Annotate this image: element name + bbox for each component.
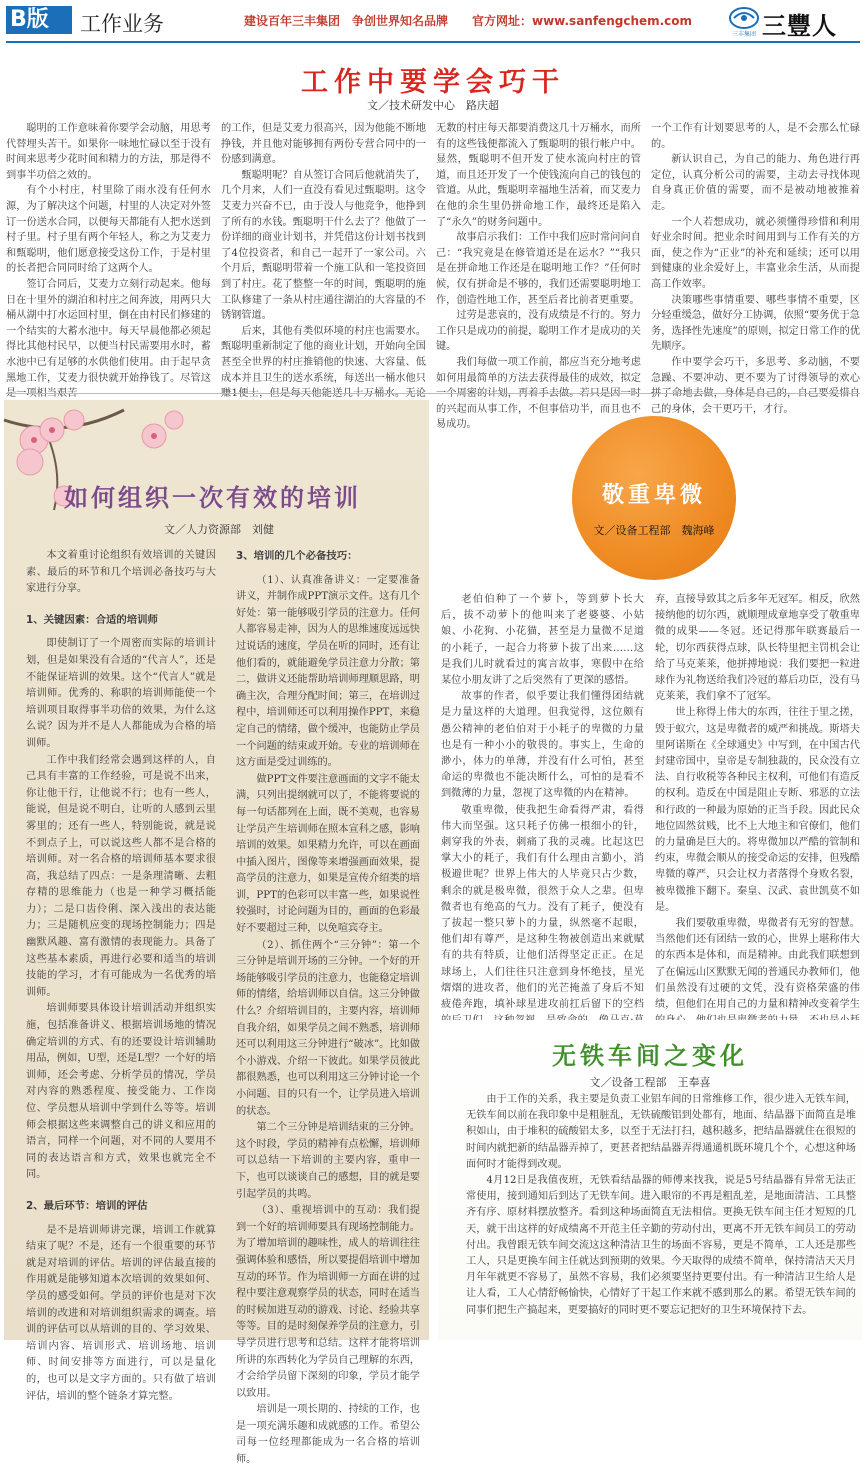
article-byline: 文／设备工程部 魏海峰 [593, 524, 715, 537]
paragraph: 后来，其他有类似环境的村庄也需要水。甄聪明重新制定了他的商业计划，开始向全国甚至全世界的村庄推销他的快速、大容量、低成本并且卫生的送水系统，每送出一桶水他只 [221, 325, 426, 384]
paragraph: 即使制订了一个周密而实际的培训计划，但是如果没有合适的“代言人”，还是不能保证培训的效果。这个“代言人”就是培训师。优秀的、称职的培训师能使一个培训项目取得事半功倍的效果，为什么这么说？因为并不是人人都能成为合格的培训师。 [26, 638, 216, 749]
header-slogan: 建设百年三丰集团 争创世界知名品牌 [244, 14, 449, 28]
article-column [651, 121, 860, 415]
paragraph: 过劳是悲哀的，没有成绩是不行的。努力工作只是成功的前提，聪明工作才是成功的关键。 [436, 310, 641, 353]
paragraph: 甄聪明呢？自从签订合同后他就消失了，几个月来，人们一直没有看见过甄聪明。这令艾麦力兴奋不已，由于没人与他竞争，他挣到了所有的水钱。甄聪明干什么去了？他做了一份详细的商业计划书，并凭借这份计划书找到了4位投资者，和自己一起开了一家公司。六个月后，甄聪明带着一个施工队和一笔投资回到了村庄。花了整整一年的时间，甄聪明的施工队修建了一条从村庄通往湖泊的大容量的不锈钢管道。 [221, 169, 426, 322]
paragraph: 敬重卑微，使我把生命看得严肃，看得伟大而坚强。这只耗子仿佛一根细小的针，刺穿我的外表，刺痛了我的灵魂。比起这巴掌大小的耗子，我们有什么理由言勤小，消极避世呢？世界上伟大的人毕竟只占少数，剩余的就是极卑微，很然于众人之辈。但卑微者也有绝高的气力。没有了耗子，便没有了拔起一整只萝卜的力量，纵然毫不起眼，他们却有尊严，是这种生物被创造出来就赋有的共有特质，让他们活得坚定正正。在足球场上，人们往往只注意到身怀绝技，星光熠熠的进攻者，他们的光芒掩盖了身后不知疲倦奔跑，填补球星进攻前扛后留下的空档 [441, 804, 644, 1011]
article-column [436, 121, 641, 431]
article-column [655, 592, 860, 1010]
article-title: 工作中要学会巧干 [301, 67, 565, 98]
paragraph: 的工作，但是艾麦力很高兴，因为他能不断地挣钱，并且他对能够拥有两份专营合同中的一份感到满意。 [221, 123, 426, 166]
paragraph: 弃，直接导致其之后多年无冠军。相反，欣然接纳他的切尔西，就顺理成章地享受了敬重卑微的成果——冬冠。还记得那年联赛最后一轮，切尔西获得点球，队长特里把主罚机会让给了马克莱莱，他拼搏地说：我们要把一粒进球作为礼物送给我们冷冠的幕后功臣，没有马克莱莱，我们拿不了冠军。 [655, 594, 860, 703]
article-column [26, 548, 216, 1402]
paragraph: 作中要学会巧干，多思考、多动脑，不要急躁、不要冲动、更不要为了讨得领导的欢心 己的身体，会干更巧干，才行。 [651, 356, 860, 415]
paragraph: 无数的村庄每天都要消费这几十万桶水，而所有的这些钱便都流入了甄聪明的银行帐户中。显然，甄聪明不但开发了使水流向村庄的管道，而且还开发了一个使钱流向自己的钱包的管道。从此，甄聪明幸福地生活着，而艾麦力在他的余生里仍拼命地工作，最终还是陷入了“永久”的财务问题中。 [436, 123, 641, 228]
subheading: 2、最后环节：培训的评估 [26, 1199, 148, 1212]
section-divider [6, 393, 860, 394]
subheading: 3、培训的几个必备技巧： [236, 550, 358, 562]
sanfeng-logo-icon [726, 4, 762, 38]
paragraph: 培训师要具体设计培训活动并组织实施，包括准备讲义、根据培训场地的情况确定培训的方式、有的还要设计培训辅助用品，例如，U型，还是L型？一个好的培训师，还会考虑、分析学员的情况，学员对内容的熟悉程度、接受能力、工作岗位、学员想从培训中学到什么等等。培训师会根据这些来调整自己的讲义和应用的语言，同样一个问题，对不同的人要用不同的表达语言和方式，效果也就完全不同。 [26, 1003, 216, 1181]
article-byline: 文／设备工程部 王奉喜 [589, 1076, 711, 1089]
paragraph: 签订合同后，艾麦力立刻行动起来。他每日在十里外的湖泊和村庄之间奔波，用两只大桶从湖中打水运回村里，倒在由村民们修建的一个结实的大蓄水池中。每天早晨他都必须起得比其他村民早，以便当村民需要用水时，蓄水池中已有足够的水供他们使用。由于起早贪黑地工作，艾麦力很快就开始挣钱了。尽管这 [6, 278, 211, 384]
article-column [236, 548, 420, 1466]
paragraph: 老伯伯种了一个萝卜，等到萝卜长大后，拔不动萝卜的他叫来了老婆婆、小姑娘、小花狗、小花猫，甚至是力量微不足道的小耗子，一起合力将萝卜拔了出来……这是我们儿时就看过的寓言故事，寒假中在给某位小朋友讲了之后突然有了更深的感悟。 [441, 594, 644, 687]
article-title: 敬重卑微 [601, 482, 706, 508]
subheading: 1、关键因素：合适的培训师 [26, 613, 158, 626]
article-title: 如何组织一次有效的培训 [64, 483, 361, 512]
paragraph: 我们每做一项工作前，都应当充分地考虑如何用最简单的方法去获得最佳的成效，拟定 的兴起而从事工作，不但事倍功半，而且也不易成功。 [436, 356, 641, 431]
title-circle [572, 416, 736, 580]
intro-paragraph: 本文着重讨论组织有效培训的关键因素、最后的环节和几个培训必备技巧与大家进行分享。 [26, 550, 216, 595]
article-body [466, 1092, 856, 1336]
company-logo [726, 4, 860, 38]
paragraph: 做PPT文件要注意画面的文字不能太满，只列出提纲就可以了，不能将要说的每一句话都列在上面，既不美观，也容易让学员产生培训师在照本宣科之感，影响培训的效果。如果精力允许，可以在画面中插入图片，图像等来增强画面效果，提高学员的注意力，如果是宣传介绍类的培训，PPT的色彩可以丰富一些，如果说性较强时，讨论问题为目的，画面的色彩最好不要超过三种，以免喧宾夺主。 [236, 773, 420, 935]
paragraph: 故事的作者，似乎要让我们懂得团结就是力量这样的大道理。但我觉得，这位颇有愚公精神的老伯伯对于小耗子的卑微的力量也是有一种小小的敬畏的。事实上，生命的渺小，体力的单薄，并没有什么可怕，甚至命运的卑微也不能决断什么，可怕的是看不到微薄的力量，忽视了这卑微的内在精神。 [441, 691, 644, 800]
paragraph: 聪明的工作意味着你要学会动脑，用思考代替埋头苦干。如果你一味地忙碌以至于没有时间来思考少花时间和精力的方法，那是得不到事半功倍之效的。 [6, 123, 211, 181]
paragraph: 一个工作有计划要思考的人，是不会那么忙碌的。 [651, 123, 860, 150]
paragraph: 我们要敬重卑微，卑微者有无穷的智慧。当然他们还有团结一致的心，世界上堪称伟大的东西本是体和，而是精神。由此我们联想到了在偏远山区默默无闻的普通民办教师们，他们虽然没有过硬的文凭，没有资格荣盛的伟绩，但他们在用自己的力量和精神改变着学生 [655, 918, 860, 1011]
newspaper-name: 三豐人 [762, 11, 837, 40]
edition-badge: B版 [6, 6, 72, 34]
article-column [6, 121, 211, 383]
paragraph: （2）、抓住两个“三分钟”：第一个三分钟是培训开场的三分钟。一个好的开场能够吸引学员的注意力，也能稳定培训师的情绪，给培训师以自信。这三分钟做什么？介绍培训目的，主要内容，培训师自我介绍，如果学员之间不熟悉，培训师还可以利用这三分钟进行“破冰”。比如做个小游戏、介绍一下彼此。如果学员彼此都很熟悉，也可以利用这三分钟讨论一个小问题、目的只有一个，让学员进入培训的状态。 [236, 939, 420, 1117]
header-divider [6, 41, 860, 43]
paragraph: 世上称得上伟大的东西，往往于里之搓，毁于蚁穴，这是卑微者的威严和挑战。斯塔夫里阿诺斯在《全球通史》中写到，在中国古代封建帝国中，皇帝是专制独裁的，民众没有立法、自行收税等各种民主权利，可他们有造反的权利。造反在中国是阻止专断、邪恶的立法和行政的一种最为原始的正当手段。因此民众地位固然贫贱，比不上大地主和官僚们，他们的力量确是巨大的。将卑微加以严酷的管制和约束，卑微会顺从的接受命运的安排，但残酷卑微的尊严，只会让权力者落得个身败名裂，被卑微推下翻下。秦皇、汉武、袁世凯莫不如是。 [655, 707, 860, 913]
paragraph: 一个人若想成功，就必须懂得珍惜和利用好业余时间。把业余时间用到与工作有关的方面，使之作为“正业”的补充和延续；还可以用到健康的业余爱好上，丰富业余生活，从而提高工作效率。 [651, 216, 860, 290]
paragraph: 由于工作的关系，我主要是负责工业铝车间的日常维修工作，很少进入无铁车间，无铁车间以前在我印象中是粗脏乱，无铁硫酸铝到处都有，地面、结晶器下面简直是堆积如山，由于堆积的硫酸铝太多，以至于无法打扫，越积越多，把结晶器就住在很短的时间内就把新的结晶器弄掉了，更甚者把结晶器弄得通通机既环境几个个，心想这种场面何时才能得到改观。 [466, 1094, 856, 1170]
paragraph: 决策哪些事情重要、哪些事情不重要，区分轻重缓急，做好分工协调，依照“要务优于急务，选择性先速度”的原则，拟定日常工作的优先顺序。 [651, 294, 860, 353]
paragraph: 4月12日是我值夜班，无铁看结晶器的师傅来找我，说是5号结晶器有异常无法正常使用，接到通知后到达了无铁车间。进入眼帘的不再是粗乱差，是地面清洁、工具整齐有序、原材料摆放整齐。看到这种场面简直无法相信。更换无铁车间主任才短短的几天，就干出这样的好成绩离不开范主任辛勤的劳动付出，更离不开无铁车间员工的劳动付出。我曾跟无铁车间交流这这种清洁卫生的场面不容易，更是不简单，工人还是那些工人，只是更换车间主任就达到预期的效果。今天取得的成绩不简单，保持清洁天天月月年年就更不容易了，虽然不容易，我们必须要坚持更要付出。有一种清洁卫生给人是让人看，工人心情舒畅愉快，心情好了干起工作来就不感到那么的累。希望无铁车间的同事们把生产搞起来，更要搞好的同时更不要忘记把好的卫生环境保持下去。 [466, 1175, 856, 1316]
paragraph: 工作中我们经常会遇到这样的人，自己具有丰富的工作经验，可是说不出来，你让他干行，让他说不行；也有一些人，能说，但是说不明白，让听的人感到云里雾里的；还有一些人，特别能说，就是说不到点子上，可以说这些人都不是合格的培训师。对一名合格的培训师基本要求很高，我总结了四点：一是条理清晰、去粗存精的思维能力（也是一种学习概括能力）；二是口齿伶俐、深入浅出的表达能力；三是随机应变的现场控制能力；四是幽默风趣、富有激情的表现能力。具备了这些基本素质，再进行必要和适当的培训技能的学习，才有可能成为一名优秀的培训师。 [26, 754, 216, 998]
article-title: 无铁车间之变化 [552, 1041, 748, 1070]
article-byline: 文／技术研发中心 路庆超 [367, 99, 499, 112]
paragraph: （1）、认真准备讲义：一定要准备讲义，并制作成PPT演示文件。这有几个好处：第一能够吸引学员的注意力。任何人都容易走神，因为人的思维速度远远快过说话的速度，学员在听的同时，还有让他们看的，就能避免学员注意力分散；第二，做讲义还能帮助培训师理顺思路，明确主次，合理分配时间；第三，在培训过程中，培训师还可以利用操作PPT，来稳定自己的情绪，做个缓冲，也能防止学员一个问题的结束或开始。专业的培训师在这方面是受过训练的。 [236, 574, 420, 769]
paragraph: （3）、重视培训中的互动：我们提到一个好的培训师要具有现场控制能力。为了增加培训的趣味性，成人的培训往往强调体验和感悟，所以要提倡培训中增加互动的环节。作为培训师一方面在讲的过程中要注意观察学员的状态，同时在适当的时候加进互动的游戏、讨论、经验共享等等。目的是时刻保养学员的注意力，引导学员进行思考和总结。这样才能将培训所讲的东西转化为学员自己理解的东西，才会给学员留下深刻的印象，学员才能学以致用。 [236, 1205, 420, 1399]
website-url[interactable]: 官方网址：www.sanfengchem.com [472, 14, 693, 28]
paragraph: 培训是一项长期的、持续的工作，也是一项充满乐趣和成就感的工作。希望公司每一位经理都能成为一名合格的培训师。 [236, 1404, 420, 1466]
article-column [221, 121, 426, 383]
article-byline: 文／人力资源部 刘健 [164, 523, 274, 536]
training-article-panel [4, 400, 429, 1466]
article-column [441, 592, 644, 1010]
logo-small-text: 三丰集团 [731, 31, 757, 38]
paragraph: 是不是培训师讲完课，培训工作就算结束了呢？不是，还有一个很重要的环节就是对培训的评估。培训的评估最直接的作用就是能够知道本次培训的效果如何、学员的感受如何。学员的评价也是对下次培训的改进和对培训组织需求的调查。培训的评估可以从培训的目的、学习效果、培训内容、培训形式、培训场地、培训师、时间安排等方面进行，可以是量化的，也可以是文字方面的。只有做了培训评估，培训的整个链条才算完整。 [26, 1224, 216, 1402]
section-title: 工作业务 [80, 12, 164, 36]
paragraph: 故事启示我们：工作中我们应时常问问自己：“我究竟是在修管道还是在运水？”“我只是在拼命地工作还是在聪明地工作？”任何时候，仅有拼命是不够的，我们还需要聪明地工作，创造性地工作，甚至后者比前者更重要。 [436, 232, 641, 306]
paragraph: 新认识自己，为自己的能力、角色进行再定位，认真分析公司的需要，主动去寻找体现自身真正价值的需要，而不是被动地被推着走。 [651, 154, 860, 212]
paragraph: 有个小村庄，村里除了雨水没有任何水源，为了解决这个问题，村里的人决定对外签订一份送水合同，以便每天都能有人把水送到村子里。村子里有两个年轻人，称之为艾麦力和甄聪明，他们愿意接受这份工作，于是村里的长者把合同同时给了这两个人。 [6, 185, 211, 275]
paragraph: 第二个三分钟是培训结束的三分钟。这个时段，学员的精神有点松懈，培训师可以总结一下培训的主要内容，重申一下，也可以谈谈自己的感想，目的就是要引起学员的共鸣。 [236, 1122, 420, 1200]
